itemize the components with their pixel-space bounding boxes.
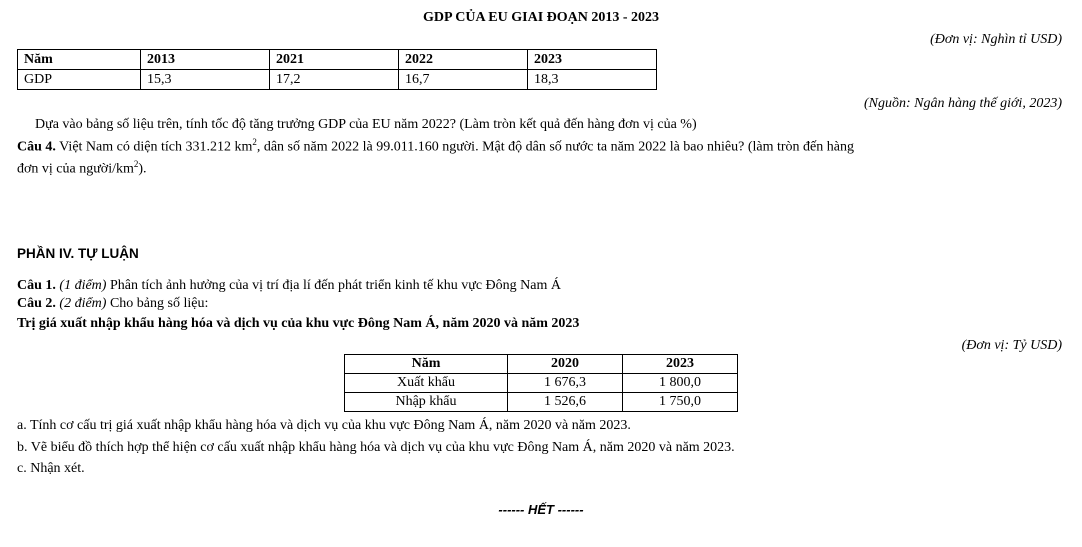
table-header-row — [345, 355, 738, 374]
superscript: 2 — [133, 159, 139, 169]
table-cell: Nhập khẩu — [345, 393, 508, 412]
question-points: (1 điểm) — [59, 278, 107, 293]
question-3-text: Dựa vào bảng số liệu trên, tính tốc độ tăng trưởng GDP của EU năm 2022? (Làm tròn kết quả đến hàng đơn vị của %) — [35, 117, 697, 132]
essay-question-2 — [17, 296, 208, 312]
end-marker: ------ HẾT ------ — [498, 502, 584, 517]
question-points: (2 điểm) — [59, 296, 107, 311]
table-row — [18, 70, 657, 90]
table1-source: (Nguồn: Ngân hàng thế giới, 2023) — [863, 96, 1062, 111]
table2-title: Trị giá xuất nhập khẩu hàng hóa và dịch vụ của khu vực Đông Nam Á, năm 2020 và năm 2023 — [17, 316, 580, 331]
essay-question-1 — [17, 278, 561, 294]
table-row — [345, 393, 738, 412]
task-c: c. Nhận xét. — [17, 461, 85, 476]
task-a: a. Tính cơ cấu trị giá xuất nhập khẩu hàng hóa và dịch vụ của khu vực Đông Nam Á, năm 2020 và năm 2023. — [17, 418, 631, 433]
question-4-text-cont: , dân số năm 2022 là 99.011.160 người. Mật độ dân số nước ta năm 2022 là bao nhiêu? (làm tròn đến hàng — [256, 139, 854, 155]
trade-table — [344, 354, 738, 412]
question-label: Câu 2. — [17, 296, 56, 311]
question-text: Cho bảng số liệu: — [109, 296, 209, 311]
table-header-row — [18, 50, 657, 70]
question-4-label: Câu 4. — [17, 139, 56, 155]
question-4-text-line2-end: ). — [138, 161, 147, 177]
question-4-text: Việt Nam có diện tích 331.212 km — [59, 139, 253, 155]
question-4-line2 — [17, 159, 147, 178]
table-header-cell: Năm — [18, 50, 141, 70]
question-text: Phân tích ảnh hưởng của vị trí địa lí đến phát triển kinh tế khu vực Đông Nam Á — [109, 278, 561, 293]
table-header-cell: 2013 — [141, 50, 270, 70]
table-cell: 15,3 — [141, 70, 270, 90]
table-cell: 1 750,0 — [623, 393, 738, 412]
table-cell: 1 676,3 — [508, 374, 623, 393]
question-4-line1 — [17, 137, 854, 156]
table1-title: GDP CỦA EU GIAI ĐOẠN 2013 - 2023 — [422, 10, 660, 25]
table-row — [345, 374, 738, 393]
question-label: Câu 1. — [17, 278, 56, 293]
table-header-cell: 2023 — [623, 355, 738, 374]
table-cell: Xuất khẩu — [345, 374, 508, 393]
question-4-text-line2: đơn vị của người/km — [17, 161, 134, 177]
superscript: 2 — [252, 137, 257, 147]
table-cell: 16,7 — [399, 70, 528, 90]
table-header-cell: 2021 — [270, 50, 399, 70]
table-header-cell: 2023 — [528, 50, 657, 70]
table-header-cell: 2020 — [508, 355, 623, 374]
table-cell: 1 800,0 — [623, 374, 738, 393]
table-header-cell: Năm — [345, 355, 508, 374]
table-header-cell: 2022 — [399, 50, 528, 70]
table-cell: 17,2 — [270, 70, 399, 90]
task-b: b. Vẽ biểu đồ thích hợp thể hiện cơ cấu xuất nhập khẩu hàng hóa và dịch vụ của khu vực Đông Nam Á, năm 2020 và năm 2023. — [17, 440, 735, 455]
table-cell: 18,3 — [528, 70, 657, 90]
table-cell: 1 526,6 — [508, 393, 623, 412]
gdp-table — [17, 49, 657, 90]
part-4-heading: PHẦN IV. TỰ LUẬN — [17, 246, 139, 261]
table2-unit: (Đơn vị: Tỷ USD) — [961, 338, 1062, 353]
table-cell: GDP — [18, 70, 141, 90]
table1-unit: (Đơn vị: Nghìn tỉ USD) — [930, 32, 1062, 47]
